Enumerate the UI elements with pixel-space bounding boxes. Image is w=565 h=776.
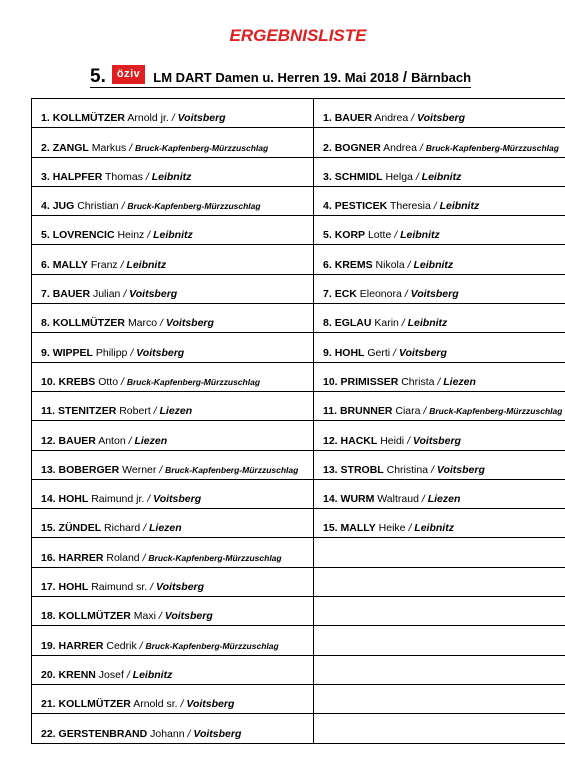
club-separator: / [433,200,437,213]
rank: 3. [41,170,50,183]
women-result-cell [314,304,565,333]
last-name: HOHL [58,493,89,506]
first-name: Andrea [383,141,417,154]
men-result-cell [32,597,314,626]
club-name: Voitsberg [186,698,235,711]
first-name: Ciara [395,405,421,418]
first-name: Heinz [117,229,145,242]
club-name: Voitsberg [417,112,466,125]
edition-number: 5 [90,66,101,87]
event-header [90,64,471,88]
first-name: Werner [122,463,157,476]
rank: 9. [323,346,332,359]
last-name: BOBERGER [58,463,120,476]
last-name: HALPFER [52,170,103,183]
last-name: BOGNER [334,141,381,154]
club-separator: / [153,405,157,418]
last-name: ZÜNDEL [58,522,102,535]
club-name: Voitsberg [129,288,178,301]
first-name: Anton [98,434,126,447]
club-name: Bruck-Kapfenberg-Mürzzuschlag [127,201,261,212]
first-name: Arnold sr. [133,698,178,711]
club-separator: / [407,434,410,447]
club-name: Bruck-Kapfenberg-Mürzzuschlag [134,142,269,153]
last-name: KREMS [334,258,373,271]
women-result-cell [314,362,565,391]
table-row [32,333,565,362]
last-name: WURM [340,493,375,506]
first-name: Karin [374,317,399,330]
men-result-cell [32,626,314,655]
rank: 10. [323,375,338,388]
club-separator: / [120,375,124,388]
club-name: Voitsberg [164,610,213,623]
club-separator: / [147,229,151,242]
empty-cell [314,626,565,655]
first-name: Lotte [367,229,392,242]
club-name: Bruck-Kapfenberg-Mürzzuschlag [429,406,563,417]
club-separator: / [160,317,163,330]
last-name: KOLLMÜTZER [58,610,131,623]
first-name: Johann [150,727,185,740]
men-result-cell [32,362,314,391]
women-result-cell [314,333,565,362]
club-name: Leibnitz [153,229,193,242]
rank: 21. [41,698,56,711]
women-result-cell [314,391,565,420]
club-separator: / [129,141,133,154]
club-separator: / [126,668,130,681]
first-name: Eleonora [359,288,402,301]
club-name: Bruck-Kapfenberg-Mürzzuschlag [425,142,559,153]
men-result-cell [32,684,314,713]
club-name: Leibnitz [151,170,192,183]
table-row [32,714,565,743]
first-name: Christina [386,463,429,476]
club-name: Voitsberg [177,112,226,125]
men-result-cell [32,157,314,186]
club-separator: / [404,288,408,301]
rank: 9. [41,346,50,359]
club-separator: / [171,112,175,125]
rank: 12. [323,434,338,447]
club-name: Voitsberg [153,493,202,506]
rank: 12. [41,434,56,447]
last-name: KOLLMÜTZER [58,698,131,711]
last-name: MALLY [52,258,88,271]
results-table [31,98,565,744]
first-name: Josef [98,668,124,681]
men-result-cell [32,421,314,450]
last-name: HACKL [340,434,378,447]
empty-cell [314,684,565,713]
rank: 1. [323,112,332,125]
table-row [32,157,565,186]
club-separator: / [120,258,124,271]
table-row [32,186,565,215]
first-name: Richard [104,522,141,535]
last-name: WIPPEL [52,346,93,359]
club-name: Voitsberg [165,317,214,330]
first-name: Theresia [389,200,431,213]
club-name: Bruck-Kapfenberg-Mürzzuschlag [148,552,282,563]
club-name: Leibnitz [400,229,440,242]
rank: 22. [41,727,56,740]
club-name: Voitsberg [398,346,447,359]
men-result-cell [32,128,314,157]
club-name: Voitsberg [156,581,205,594]
club-name: Leibnitz [407,317,448,330]
club-separator: / [415,170,419,183]
first-name: Gerti [367,346,391,359]
rank: 18. [41,610,56,623]
last-name: MALLY [340,522,376,535]
last-name: KOLLMÜTZER [52,112,126,125]
club-separator: / [393,346,396,359]
table-row [32,128,565,157]
empty-cell [314,655,565,684]
first-name: Raimund sr. [91,581,148,594]
club-separator: / [419,141,423,154]
first-name: Raimund jr. [91,493,145,506]
first-name: Thomas [105,170,143,183]
rank: 4. [323,200,332,213]
rank: 7. [323,288,332,301]
rank: 7. [41,288,50,301]
rank: 17. [41,581,56,594]
club-name: Liezen [149,522,182,535]
last-name: PRIMISSER [340,375,399,388]
last-name: GERSTENBRAND [58,727,148,740]
table-row [32,304,565,333]
club-separator: / [394,229,398,242]
rank: 3. [323,170,332,183]
table-row [32,509,565,538]
rank: 13. [41,463,56,476]
club-name: Voitsberg [136,346,185,359]
women-result-cell [314,509,565,538]
first-name: Marco [127,317,158,330]
first-name: Roland [106,551,140,564]
table-row [32,391,565,420]
rank: 15. [323,522,338,535]
first-name: Maxi [133,610,156,623]
men-result-cell [32,245,314,274]
men-result-cell [32,391,314,420]
men-result-cell [32,216,314,245]
first-name: Nikola [375,258,405,271]
club-name: Bruck-Kapfenberg-Mürzzuschlag [126,376,261,387]
rank: 1. [41,112,50,125]
club-separator: / [411,112,415,125]
rank: 4. [41,200,50,213]
club-separator: / [139,639,143,652]
club-name: Leibnitz [126,258,167,271]
men-result-cell [32,538,314,567]
club-separator: / [150,581,154,594]
last-name: HOHL [58,581,89,594]
first-name: Helga [385,170,413,183]
club-separator: / [421,493,425,506]
first-name: Heike [378,522,406,535]
club-separator: / [142,551,146,564]
men-result-cell [32,304,314,333]
table-row [32,538,565,567]
empty-cell [314,538,565,567]
rank: 20. [41,668,56,681]
club-separator: / [159,463,163,476]
table-row [32,479,565,508]
rank: 2. [323,141,332,154]
rank: 5. [323,229,332,242]
rank: 6. [41,258,50,271]
event-name: LM DART Damen u. Herren 19. Mai 2018 [153,70,399,85]
women-result-cell [314,157,565,186]
table-row [32,450,565,479]
last-name: KREBS [58,375,96,388]
last-name: KORP [334,229,366,242]
club-separator: / [145,170,149,183]
men-result-cell [32,479,314,508]
last-name: ECK [334,288,357,301]
table-row [32,655,565,684]
rank: 15. [41,522,56,535]
last-name: PESTICEK [334,200,388,213]
table-row [32,245,565,274]
club-name: Voitsberg [410,288,459,301]
first-name: Andrea [374,112,409,125]
club-separator: / [401,317,405,330]
women-result-cell [314,99,565,128]
club-name: Voitsberg [193,727,242,740]
club-separator: / [158,610,162,623]
club-name: Liezen [427,493,461,506]
men-result-cell [32,655,314,684]
rank: 19. [41,639,56,652]
club-separator: / [123,288,127,301]
rank: 10. [41,375,56,388]
last-name: ZANGL [52,141,89,154]
first-name: Arnold jr. [127,112,169,125]
first-name: Heidi [380,434,405,447]
rank: 11. [323,405,338,418]
club-name: Bruck-Kapfenberg-Mürzzuschlag [165,464,299,475]
event-separator: / [402,69,408,86]
women-result-cell [314,186,565,215]
women-result-cell [314,450,565,479]
last-name: STROBL [340,463,384,476]
men-result-cell [32,186,314,215]
club-separator: / [187,727,191,740]
club-separator: / [423,405,427,418]
table-row [32,274,565,303]
edition-dot: . [100,66,106,87]
first-name: Markus [91,141,127,154]
rank: 13. [323,463,338,476]
last-name: KOLLMÜTZER [52,317,126,330]
rank: 8. [41,317,50,330]
last-name: STENITZER [57,405,117,418]
club-separator: / [147,493,151,506]
rank: 2. [41,141,50,154]
first-name: Cedrik [106,639,137,652]
club-name: Voitsberg [412,434,461,447]
rank: 14. [323,493,338,506]
rank: 16. [41,551,56,564]
table-row [32,597,565,626]
table-row [32,567,565,596]
club-separator: / [408,522,412,535]
last-name: BAUER [52,288,91,301]
men-result-cell [32,99,314,128]
table-row [32,362,565,391]
club-name: Voitsberg [436,463,485,476]
last-name: HARRER [58,639,104,652]
club-separator: / [128,434,132,447]
men-result-cell [32,333,314,362]
club-name: Leibnitz [413,258,454,271]
women-result-cell [314,274,565,303]
last-name: KRENN [58,668,96,681]
oeziv-logo: öziv [112,65,145,84]
first-name: Robert [119,405,151,418]
men-result-cell [32,567,314,596]
first-name: Julian [92,288,121,301]
last-name: EGLAU [334,317,372,330]
event-location: Bärnbach [411,70,472,85]
page-title: ERGEBNISLISTE [229,26,367,45]
last-name: BAUER [58,434,96,447]
rank: 14. [41,493,56,506]
last-name: BAUER [334,112,373,125]
club-separator: / [121,200,125,213]
club-separator: / [130,346,134,359]
men-result-cell [32,274,314,303]
club-separator: / [407,258,411,271]
last-name: LOVRENCIC [52,229,115,242]
first-name: Philipp [95,346,128,359]
table-row [32,626,565,655]
club-name: Leibnitz [439,200,480,213]
men-result-cell [32,714,314,743]
club-separator: / [430,463,434,476]
empty-cell [314,714,565,743]
club-name: Liezen [134,434,168,447]
rank: 11. [41,405,56,418]
last-name: HOHL [334,346,365,359]
last-name: HARRER [58,551,104,564]
table-row [32,421,565,450]
women-result-cell [314,479,565,508]
empty-cell [314,597,565,626]
last-name: JUG [52,200,75,213]
table-row [32,216,565,245]
first-name: Otto [98,375,119,388]
last-name: SCHMIDL [334,170,383,183]
club-name: Bruck-Kapfenberg-Mürzzuschlag [145,640,279,651]
club-name: Leibnitz [132,668,173,681]
rank: 5. [41,229,50,242]
women-result-cell [314,128,565,157]
first-name: Christian [77,200,119,213]
table-row [32,99,565,128]
rank: 8. [323,317,332,330]
club-separator: / [437,375,441,388]
women-result-cell [314,245,565,274]
club-name: Leibnitz [414,522,454,535]
empty-cell [314,567,565,596]
club-name: Liezen [443,375,476,388]
club-separator: / [180,698,184,711]
women-result-cell [314,421,565,450]
men-result-cell [32,509,314,538]
women-result-cell [314,216,565,245]
first-name: Christa [401,375,435,388]
club-separator: / [143,522,147,535]
first-name: Waltraud [377,493,419,506]
last-name: BRUNNER [339,405,393,418]
club-name: Leibnitz [421,170,462,183]
men-result-cell [32,450,314,479]
table-row [32,684,565,713]
club-name: Liezen [159,405,193,418]
first-name: Franz [90,258,118,271]
rank: 6. [323,258,332,271]
